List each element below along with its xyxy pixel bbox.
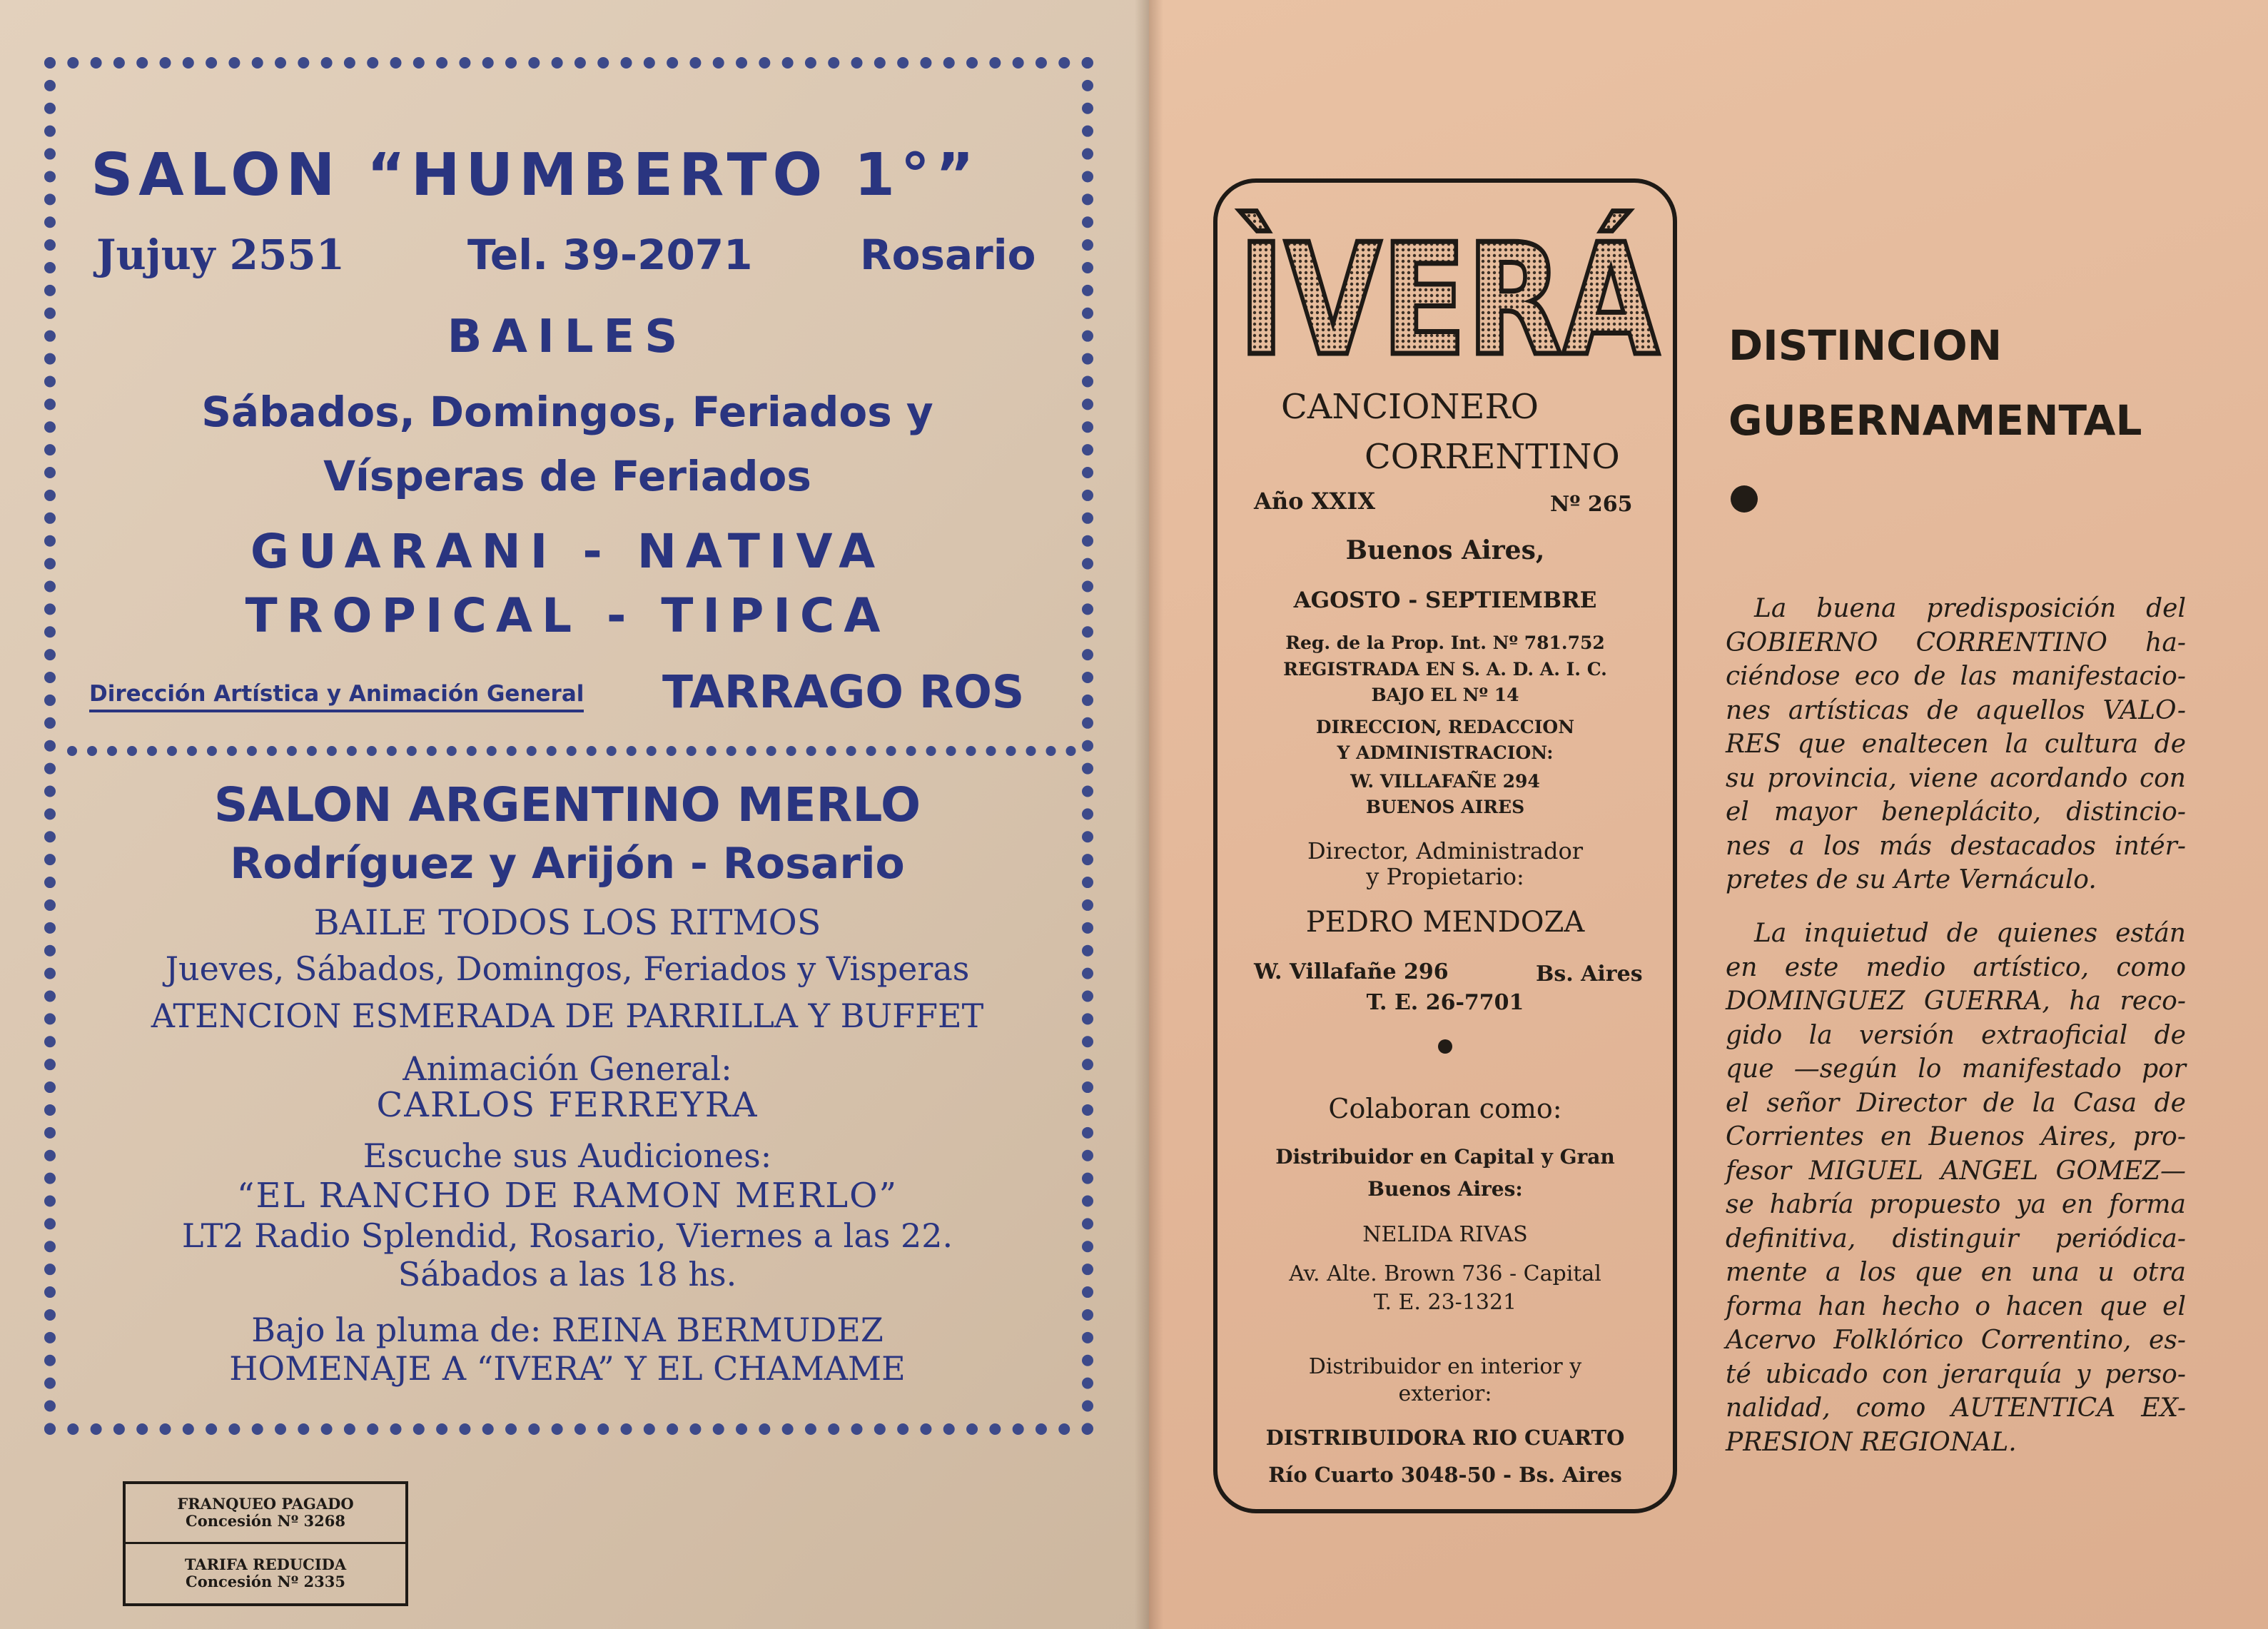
article-p2-line: definitiva, distinguir periódica- (1726, 1224, 2186, 1254)
masthead-owner-label-1: Director, Administrador (1307, 837, 1583, 864)
separator-bullet (1438, 1039, 1452, 1054)
masthead-dir-1: DIRECCION, REDACCION (1315, 717, 1575, 737)
salon1-genres-line1: GUARANI - NATIVA (250, 524, 885, 579)
masthead-collab: Colaboran como: (1328, 1093, 1562, 1124)
masthead-year: Año XXIX (1254, 488, 1376, 515)
article-p2-line: fesor MIGUEL ANGEL GOMEZ— (1726, 1156, 2186, 1186)
article-body (1726, 596, 2186, 1474)
salon2-address: Rodríguez y Arijón - Rosario (230, 839, 905, 889)
article-p2-line: el señor Director de la Casa de (1726, 1088, 2186, 1118)
masthead-number: Nº 265 (1550, 492, 1633, 517)
article-p2-line: que —según lo manifestado por (1726, 1054, 2186, 1084)
salon1-phone: Tel. 39-2071 (467, 231, 753, 279)
article-p2-line: nalidad, como AUTENTICA EX- (1726, 1393, 2186, 1423)
masthead-subtitle-2: CORRENTINO (1365, 437, 1620, 477)
article-p1-line: RES que enaltecen la cultura de (1726, 730, 2186, 759)
article-p2-line: La inquietud de quienes están (1754, 919, 2186, 948)
masthead-dist1-address: Av. Alte. Brown 736 - Capital (1289, 1261, 1601, 1286)
article-p1-line: el mayor beneplácito, distincio- (1726, 797, 2186, 827)
masthead-dist2-a: Distribuidor en interior y (1308, 1354, 1582, 1379)
salon1-days-line2: Vísperas de Feriados (323, 452, 811, 500)
salon2-tribute: HOMENAJE A “IVERA” Y EL CHAMAME (229, 1349, 906, 1388)
salon2-saturday: Sábados a las 18 hs. (398, 1255, 737, 1293)
article-p1-line: La buena predisposición del (1754, 594, 2186, 623)
article-p2-line: DOMINGUEZ GUERRA, ha reco- (1726, 987, 2186, 1016)
ivera-logo (1235, 207, 1756, 390)
masthead-dist1-a: Distribuidor en Capital y Gran (1275, 1145, 1615, 1169)
salon2-radio: LT2 Radio Splendid, Rosario, Viernes a las 22. (181, 1216, 953, 1255)
masthead-owner-label-2: y Propietario: (1366, 863, 1524, 890)
masthead-reg-1: Reg. de la Prop. Int. Nº 781.752 (1285, 632, 1605, 653)
article-p1-line: nes a los más destacados intér- (1726, 831, 2186, 861)
masthead-owner-phone: T. E. 26-7701 (1366, 990, 1524, 1015)
article-p2-line: Corrientes en Buenos Aires, pro- (1726, 1122, 2186, 1151)
article-p2-line: gido la versión extraoficial de (1726, 1020, 2186, 1050)
postage-stamp (123, 1481, 408, 1606)
salon2-audio-label: Escuche sus Audiciones: (363, 1136, 772, 1175)
article-p1-line: su provincia, viene acordando con (1726, 763, 2186, 793)
article-title-1: DISTINCION (1728, 321, 2003, 370)
article-p1-line: GOBIERNO CORRENTINO ha- (1726, 627, 2186, 657)
article-bullet (1731, 485, 1758, 513)
stamp-concesion-2: Concesión Nº 2335 (186, 1573, 345, 1591)
salon2-line3: ATENCION ESMERADA DE PARRILLA Y BUFFET (151, 997, 984, 1035)
salon1-address: Jujuy 2551 (96, 231, 345, 279)
article-p2-line: en este medio artístico, como (1726, 952, 2186, 982)
article-p2-line: Acervo Folklórico Correntino, es- (1726, 1326, 2186, 1355)
salon2-program: “EL RANCHO DE RAMON MERLO” (236, 1176, 898, 1216)
article-p2-line: forma han hecho o hacen que el (1726, 1291, 2186, 1321)
salon1-genres-line2: TROPICAL - TIPICA (245, 588, 890, 643)
article-p1-line: nes artísticas de aquellos VALO- (1726, 695, 2186, 725)
salon2-name: SALON ARGENTINO MERLO (213, 777, 921, 832)
salon2-pen: Bajo la pluma de: REINA BERMUDEZ (251, 1311, 884, 1349)
stamp-tarifa: TARIFA REDUCIDA (184, 1555, 347, 1574)
article-p1-line: pretes de su Arte Vernáculo. (1726, 865, 2097, 894)
masthead-dist1-phone: T. E. 23-1321 (1373, 1290, 1517, 1315)
masthead-dist1-name: NELIDA RIVAS (1362, 1222, 1528, 1247)
salon1-direction-label: Dirección Artística y Animación General (89, 683, 584, 712)
salon2-anim-label: Animación General: (403, 1049, 732, 1088)
salon2-line1: BAILE TODOS LOS RITMOS (313, 902, 821, 943)
masthead-reg-2: REGISTRADA EN S. A. D. A. I. C. (1283, 659, 1607, 680)
article-p2-line: mente a los que en una u otra (1726, 1258, 2186, 1287)
salon1-city: Rosario (860, 231, 1036, 279)
page-gutter (1135, 0, 1163, 1629)
logo-text: ÌVERÁ (1238, 211, 1756, 390)
masthead-owner: PEDRO MENDOZA (1305, 906, 1585, 939)
masthead-reg-3: BAJO EL Nº 14 (1371, 685, 1519, 705)
salon1-bailes: BAILES (447, 311, 688, 363)
masthead-city: Buenos Aires, (1345, 535, 1545, 565)
salon1-director: TARRAGO ROS (662, 666, 1025, 718)
salon2-anim-name: CARLOS FERREYRA (376, 1085, 759, 1125)
masthead-subtitle-1: CANCIONERO (1281, 387, 1539, 427)
masthead-dir-4: BUENOS AIRES (1365, 797, 1525, 817)
masthead-dist2-name: DISTRIBUIDORA RIO CUARTO (1265, 1426, 1625, 1450)
advertisement-divider (67, 746, 1076, 756)
salon1-days-line1: Sábados, Domingos, Feriados y (201, 388, 933, 436)
article-p2-line: té ubicado con jerarquía y perso- (1726, 1359, 2186, 1389)
article-p1-line: ciéndose eco de las manifestacio- (1726, 662, 2186, 691)
salon1-name: SALON “HUMBERTO 1°” (91, 141, 980, 209)
article-p2-line: se habría propuesto ya en forma (1726, 1190, 2186, 1219)
masthead-dist2-b: exterior: (1398, 1381, 1492, 1406)
stamp-concesion-1: Concesión Nº 3268 (186, 1512, 345, 1530)
masthead-owner-address: W. Villafañe 296 (1254, 959, 1449, 984)
salon2-line2: Jueves, Sábados, Domingos, Feriados y Visperas (165, 949, 970, 988)
masthead-dist1-b: Buenos Aires: (1367, 1177, 1523, 1201)
stamp-franqueo: FRANQUEO PAGADO (177, 1495, 354, 1513)
masthead-dir-2: Y ADMINISTRACION: (1337, 742, 1554, 763)
masthead-dist2-address: Río Cuarto 3048-50 - Bs. Aires (1268, 1463, 1622, 1487)
article-p2-line: PRESION REGIONAL. (1726, 1427, 2017, 1457)
masthead-months: AGOSTO - SEPTIEMBRE (1293, 587, 1597, 613)
masthead-dir-3: W. VILLAFAÑE 294 (1350, 771, 1540, 792)
masthead-owner-city: Bs. Aires (1536, 962, 1643, 987)
article-title-2: GUBERNAMENTAL (1728, 396, 2142, 445)
